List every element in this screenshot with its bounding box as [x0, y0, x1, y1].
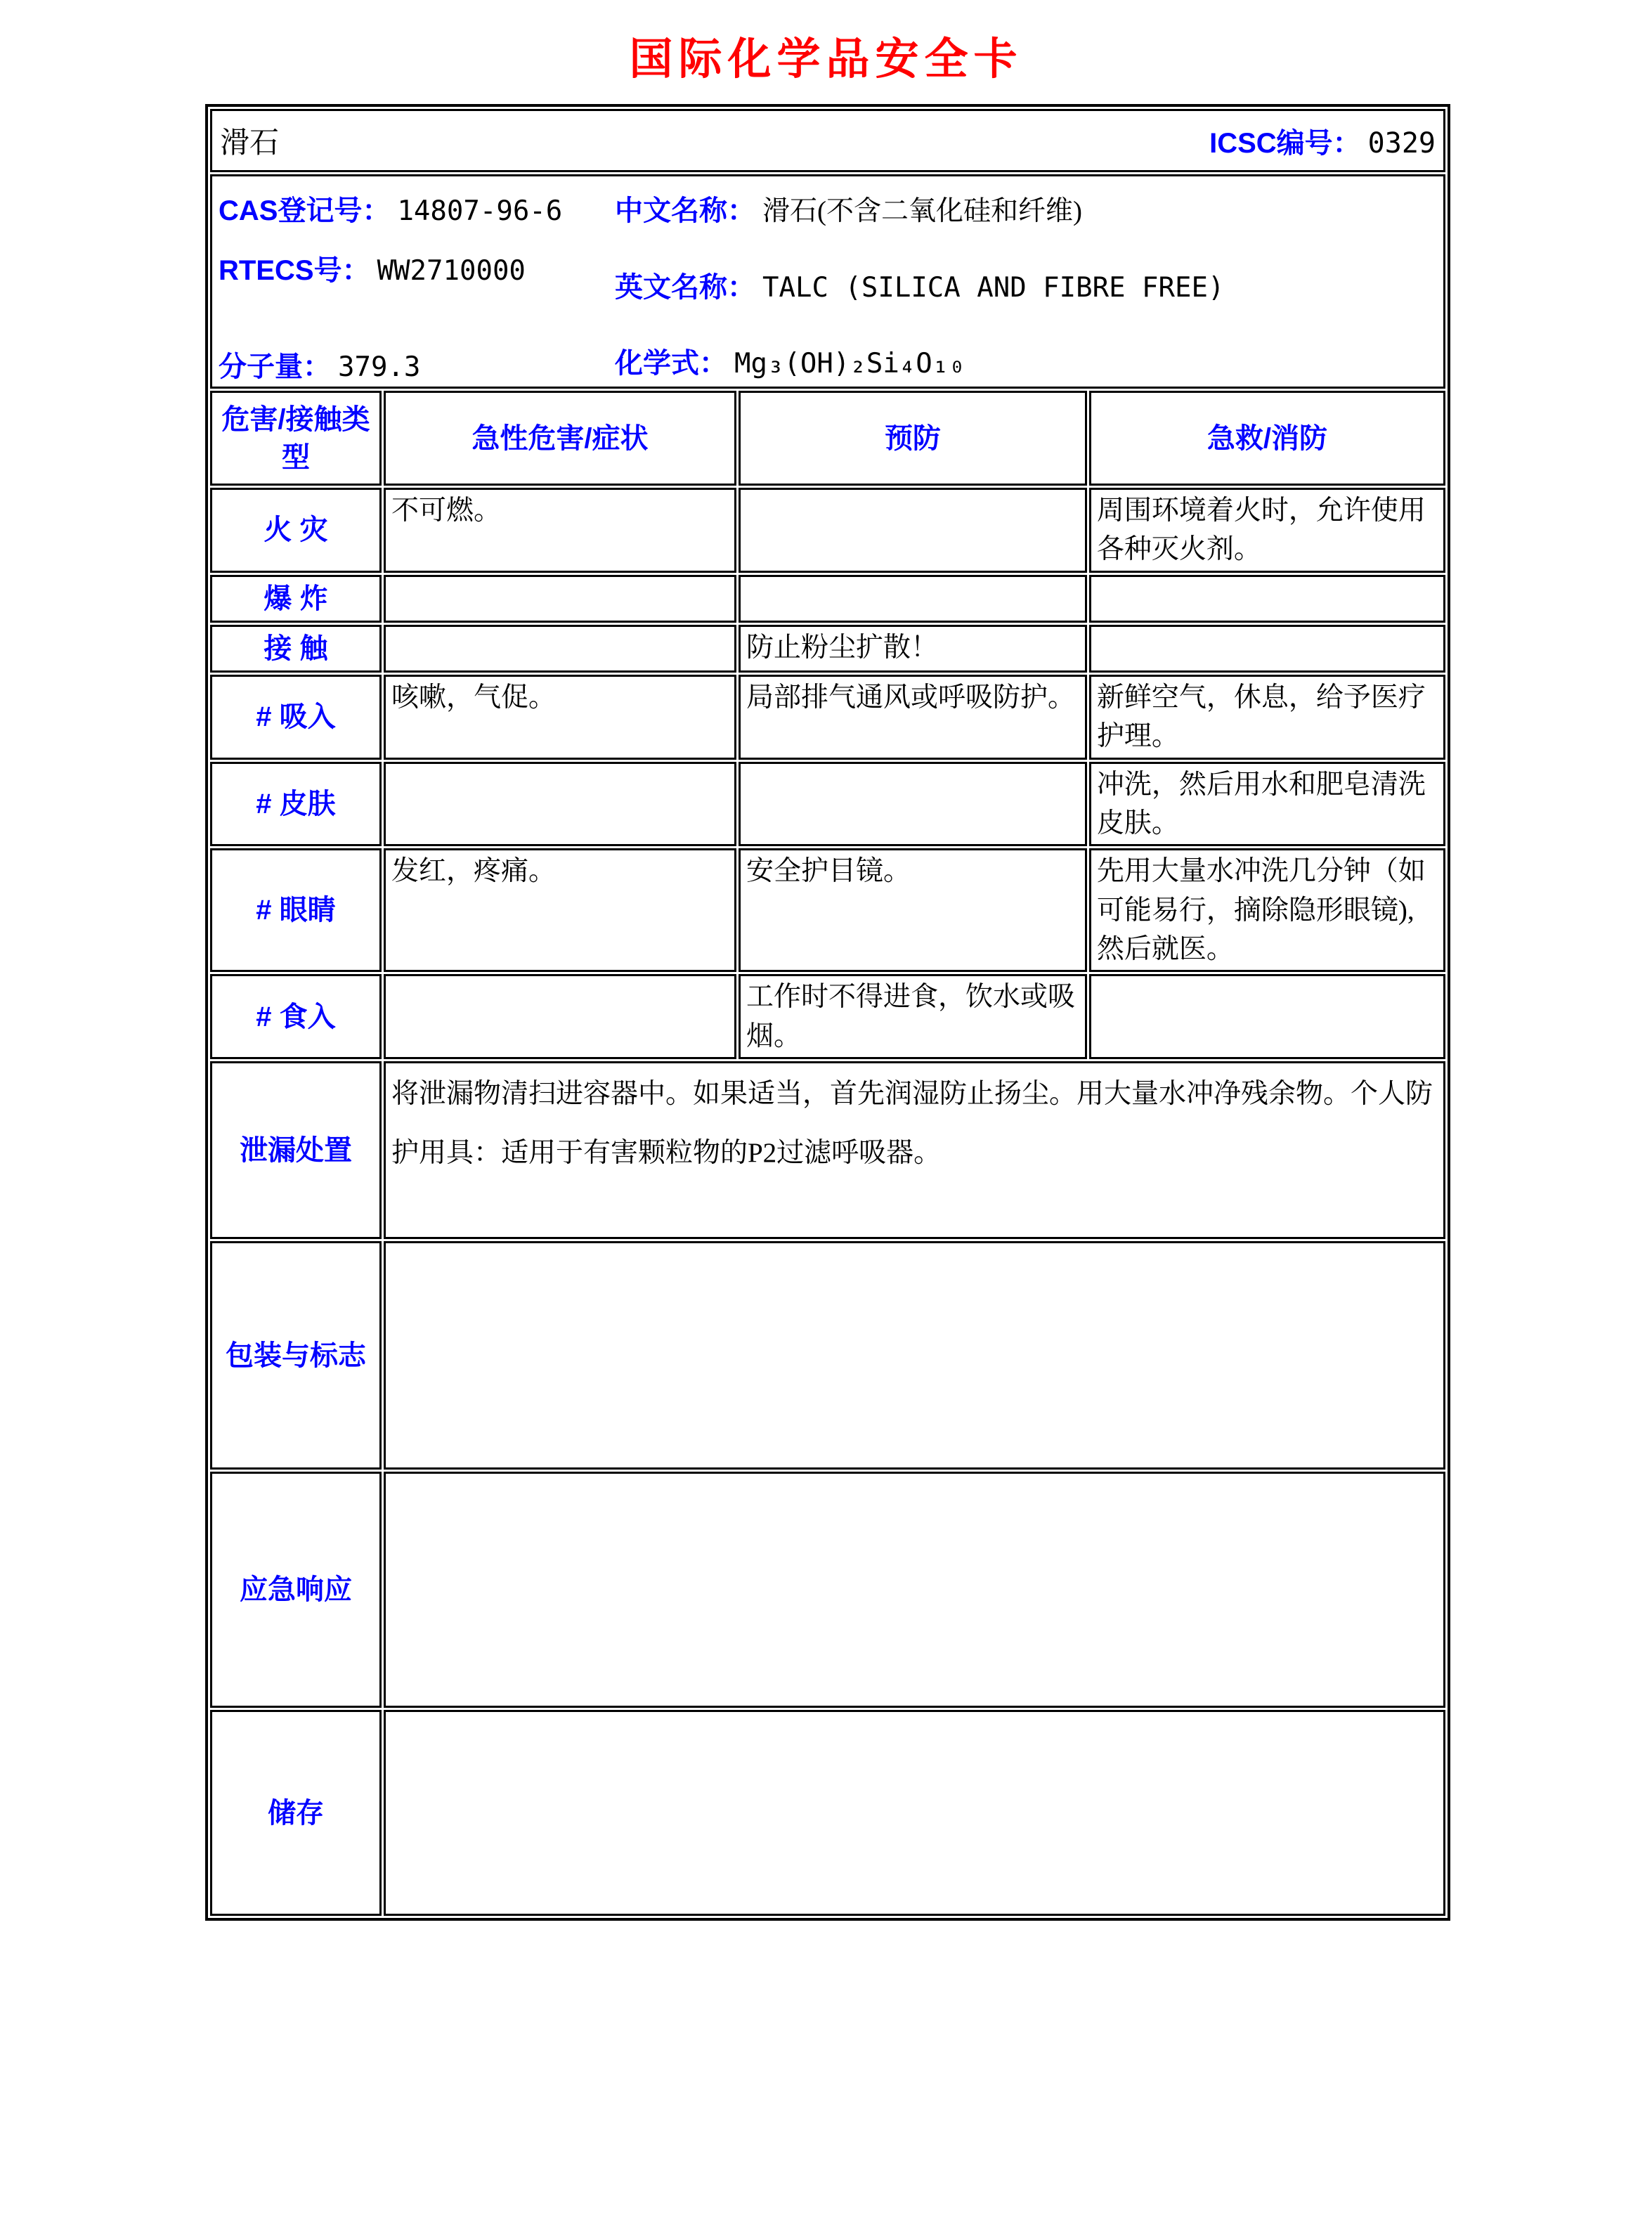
chemical-formula	[615, 341, 965, 381]
hazard-row-skin	[210, 762, 1445, 847]
eyes-first-aid: 先用大量水冲洗几分钟（如可能易行，摘除隐形眼镜),然后就医。	[1089, 848, 1445, 972]
skin-prevention	[739, 762, 1087, 847]
icsc-card-table	[205, 104, 1450, 1921]
substance-name: 滑石	[220, 127, 280, 160]
fire-prevention	[739, 488, 1087, 573]
contact-symptoms	[384, 625, 736, 673]
row-label-explosion: 爆 炸	[210, 575, 382, 623]
explosion-symptoms	[384, 575, 736, 623]
page-title: 国际化学品安全卡	[629, 36, 1023, 84]
cas-number	[219, 188, 562, 228]
english-name-value: TALC (SILICA AND FIBRE FREE)	[762, 272, 1225, 304]
section-label-storage: 储存	[210, 1710, 382, 1916]
molecular-weight-value: 379.3	[338, 351, 421, 383]
cas-label: CAS登记号：	[219, 195, 391, 226]
hazard-row-fire	[210, 488, 1445, 573]
row-label-fire: 火 灾	[210, 488, 382, 573]
section-row-storage	[210, 1710, 1445, 1916]
inhalation-symptoms: 咳嗽，气促。	[384, 675, 736, 760]
identifiers-cell	[210, 174, 1445, 389]
header-acute-symptoms: 急性危害/症状	[384, 391, 736, 486]
rtecs-value: WW2710000	[377, 255, 526, 287]
row-label-ingestion: # 食入	[210, 974, 382, 1059]
chinese-name	[615, 188, 1082, 228]
icsc-number-value: 0329	[1367, 127, 1436, 160]
explosion-first-aid	[1089, 575, 1445, 623]
eyes-prevention: 安全护目镜。	[739, 848, 1087, 972]
emergency-content	[384, 1472, 1445, 1708]
ingestion-symptoms	[384, 974, 736, 1059]
section-row-spillage	[210, 1061, 1445, 1239]
chinese-name-value: 滑石(不含二氧化硅和纤维)	[762, 196, 1082, 226]
header-prevention: 预防	[739, 391, 1087, 486]
section-label-spillage: 泄漏处置	[210, 1061, 382, 1239]
identifiers-row	[210, 174, 1445, 389]
header-hazard-type: 危害/接触类型	[210, 391, 382, 486]
substance-header-layout	[213, 119, 1443, 162]
skin-symptoms	[384, 762, 736, 847]
section-label-emergency: 应急响应	[210, 1472, 382, 1708]
chemical-formula-value: Mg₃(OH)₂Si₄O₁₀	[734, 348, 965, 380]
fire-symptoms: 不可燃。	[384, 488, 736, 573]
hazard-row-contact	[210, 625, 1445, 673]
chemical-formula-label: 化学式：	[615, 348, 727, 379]
cas-value: 14807-96-6	[397, 195, 563, 227]
inhalation-prevention: 局部排气通风或呼吸防护。	[739, 675, 1087, 760]
identifiers-layout	[213, 178, 1443, 385]
section-row-emergency	[210, 1472, 1445, 1708]
contact-first-aid	[1089, 625, 1445, 673]
english-name-label: 英文名称：	[615, 272, 755, 303]
row-label-contact: 接 触	[210, 625, 382, 673]
hazard-header-row	[210, 391, 1445, 486]
explosion-prevention	[739, 575, 1087, 623]
fire-first-aid: 周围环境着火时，允许使用各种灭火剂。	[1089, 488, 1445, 573]
hazard-row-ingestion	[210, 974, 1445, 1059]
section-row-packaging	[210, 1241, 1445, 1470]
rtecs-label: RTECS号：	[219, 255, 370, 286]
packaging-content	[384, 1241, 1445, 1470]
molecular-weight-label: 分子量：	[219, 351, 331, 382]
rtecs-number	[219, 248, 526, 288]
row-label-eyes: # 眼睛	[210, 848, 382, 972]
spillage-content: 将泄漏物清扫进容器中。如果适当，首先润湿防止扬尘。用大量水冲净残余物。个人防护用具：适用于有害颗粒物的P2过滤呼吸器。	[384, 1061, 1445, 1239]
molecular-weight	[219, 344, 420, 384]
header-first-aid: 急救/消防	[1089, 391, 1445, 486]
contact-prevention: 防止粉尘扩散！	[739, 625, 1087, 673]
substance-header-cell	[210, 109, 1445, 172]
icsc-number	[1209, 121, 1436, 161]
english-name	[615, 265, 1224, 305]
ingestion-first-aid	[1089, 974, 1445, 1059]
row-label-skin: # 皮肤	[210, 762, 382, 847]
section-label-packaging: 包装与标志	[210, 1241, 382, 1470]
ingestion-prevention: 工作时不得进食，饮水或吸烟。	[739, 974, 1087, 1059]
eyes-symptoms: 发红，疼痛。	[384, 848, 736, 972]
chinese-name-label: 中文名称：	[615, 195, 755, 226]
inhalation-first-aid: 新鲜空气，休息，给予医疗护理。	[1089, 675, 1445, 760]
hazard-row-explosion	[210, 575, 1445, 623]
row-label-inhalation: # 吸入	[210, 675, 382, 760]
storage-content	[384, 1710, 1445, 1916]
hazard-row-eyes	[210, 848, 1445, 972]
icsc-number-label: ICSC编号：	[1209, 127, 1361, 159]
hazard-row-inhalation	[210, 675, 1445, 760]
substance-header-row	[210, 109, 1445, 172]
skin-first-aid: 冲洗，然后用水和肥皂清洗皮肤。	[1089, 762, 1445, 847]
